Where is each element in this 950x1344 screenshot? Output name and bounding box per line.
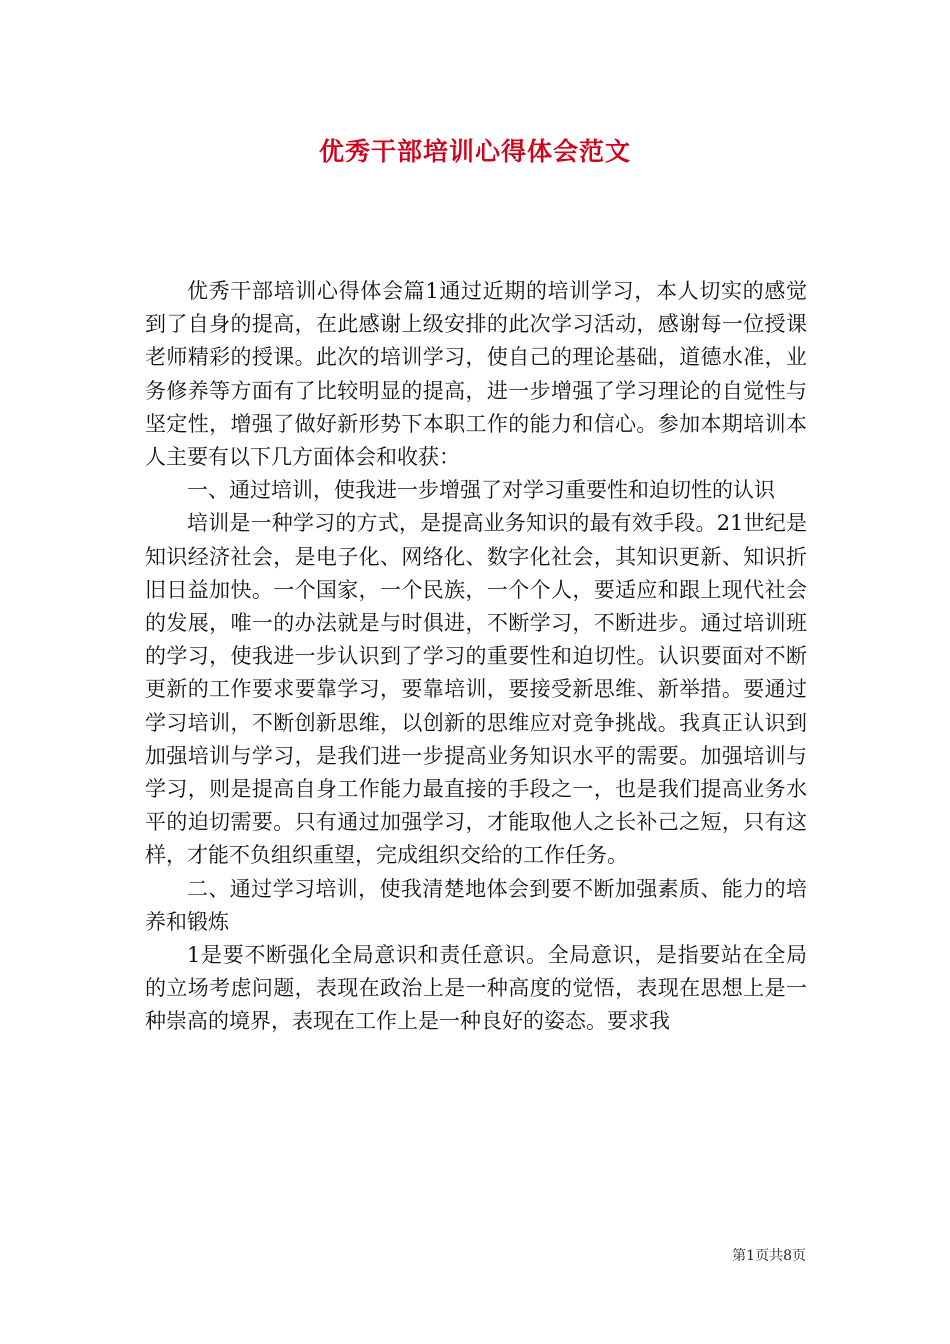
paragraph-section-1: 培训是一种学习的方式，是提高业务知识的最有效手段。21世纪是知识经济社会，是电子化、网络化、数字化社会，其知识更新、知识折旧日益加快。一个国家，一个民族，一个个人，要适应和跟上现代社会的发展，唯一的办法就是与时俱进，不断学习，不断进步。通过培训班的学习，使我进一步认识到了学习的重要性和迫切性。认识要面对不断更新的工作要求要靠学习，要靠培训，要接受新思维、新举措。要通过学习培训，不断创新思维，以创新的思维应对竞争挑战。我真正认识到加强培训与学习，是我们进一步提高业务知识水平的需要。加强培训与学习，则是提高自身工作能力最直接的手段之一，也是我们提高业务水平的迫切需要。只有通过加强学习，才能取他人之长补己之短，只有这样，才能不负组织重望，完成组织交给的工作任务。 (145, 511, 807, 868)
page-number-footer: 第1页共8页 (732, 1248, 806, 1264)
paragraph-intro: 优秀干部培训心得体会篇1通过近期的培训学习，本人切实的感觉到了自身的提高，在此感谢上级安排的此次学习活动，感谢每一位授课老师精彩的授课。此次的培训学习，使自己的理论基础，道德水准，业务修养等方面有了比较明显的提高，进一步增强了学习理论的自觉性与坚定性，增强了做好新形势下本职工作的能力和信心。参加本期培训本人主要有以下几方面体会和收获： (145, 279, 807, 470)
document-body (145, 275, 807, 1039)
section-heading-2: 二、通过学习培训，使我清楚地体会到要不断加强素质、能力的培养和锻炼 (145, 876, 807, 934)
paragraph-section-2-item-1: 1是要不断强化全局意识和责任意识。全局意识，是指要站在全局的立场考虑问题，表现在政治上是一种高度的觉悟，表现在思想上是一种崇高的境界，表现在工作上是一种良好的姿态。要求我 (145, 943, 807, 1034)
document-title: 优秀干部培训心得体会范文 (318, 137, 631, 166)
section-heading-1: 一、通过培训，使我进一步增强了对学习重要性和迫切性的认识 (187, 478, 775, 503)
